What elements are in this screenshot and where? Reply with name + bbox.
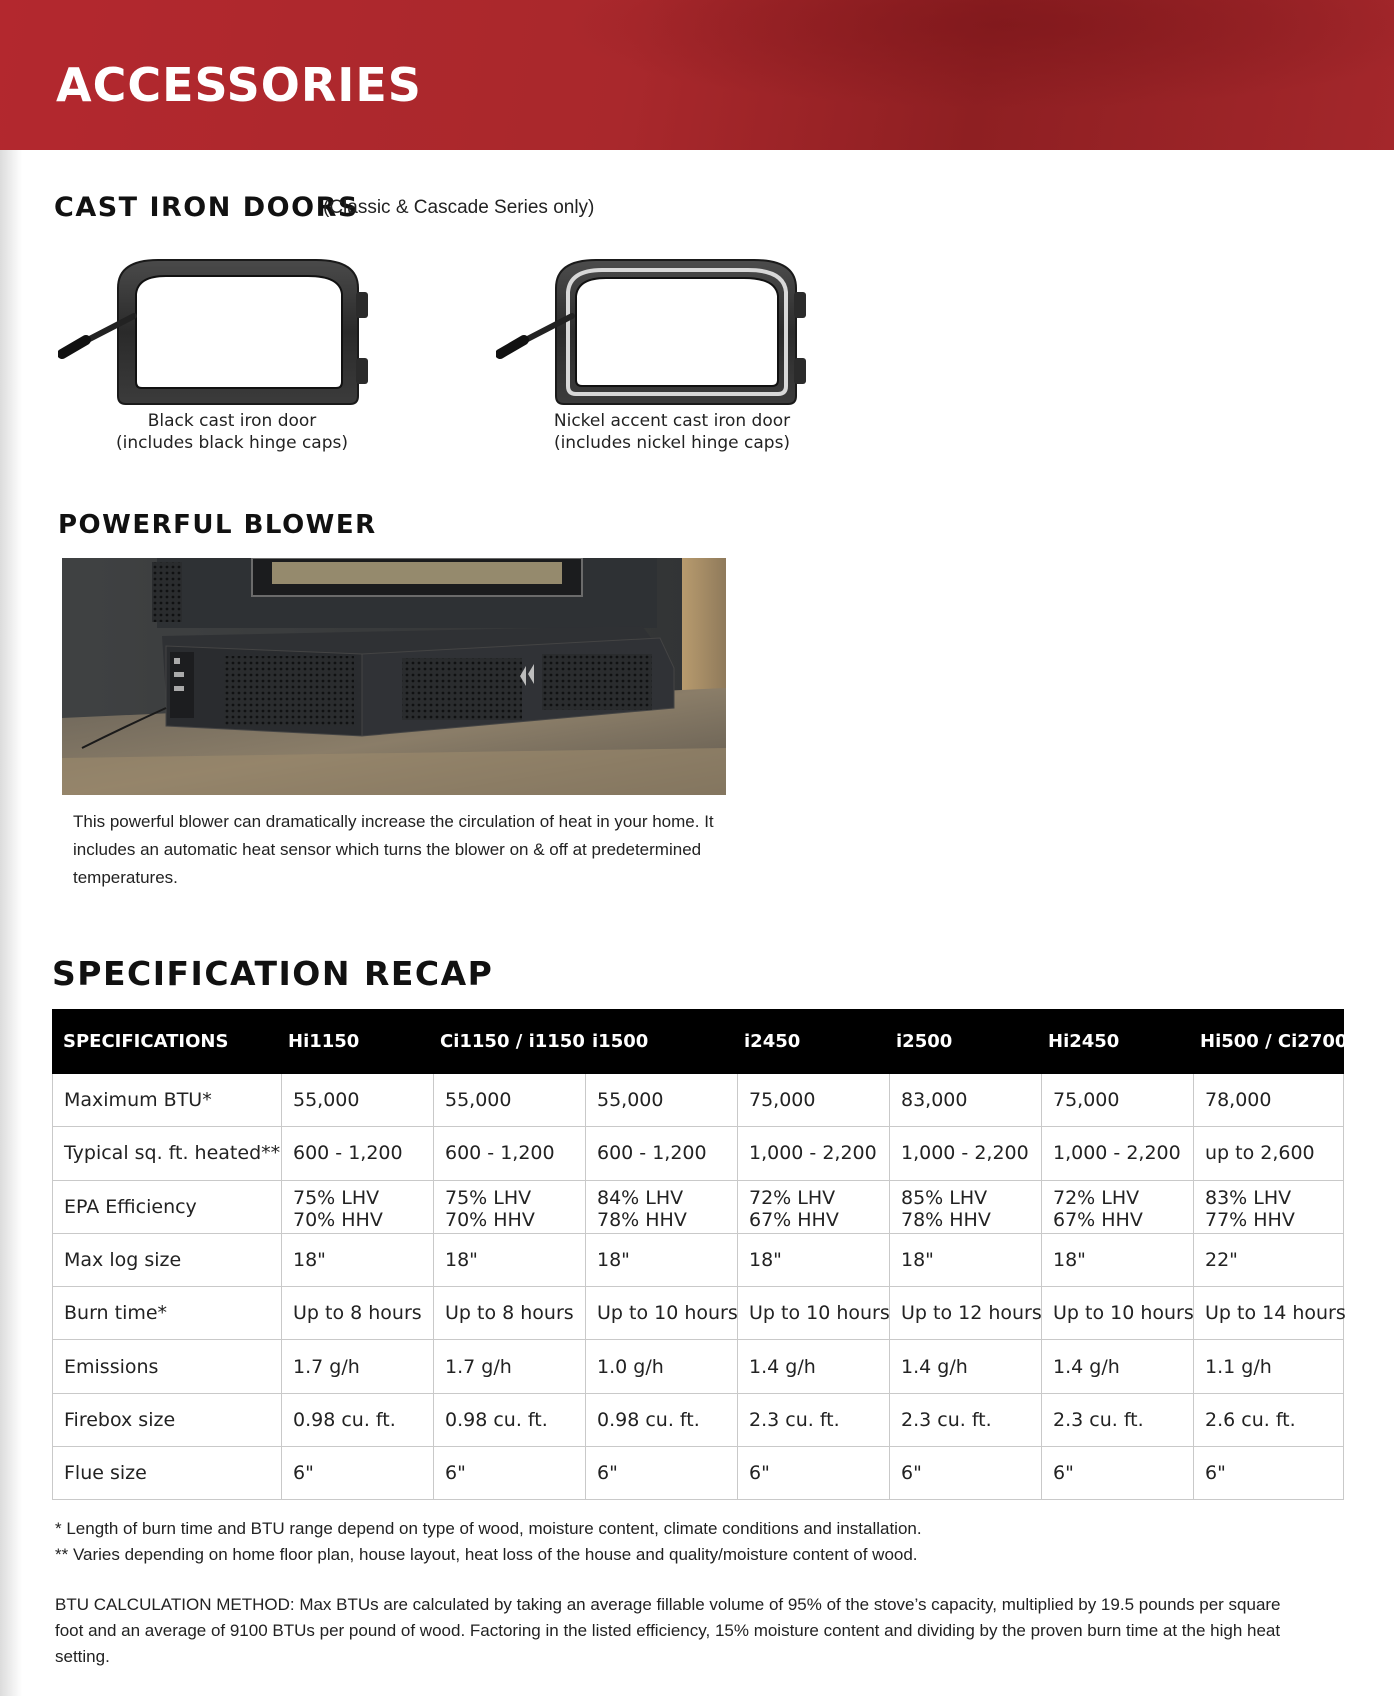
spec-value-cell: 2.6 cu. ft. [1194,1393,1344,1446]
spec-row-label: Maximum BTU* [53,1074,282,1127]
spec-value-cell: 18" [586,1233,738,1286]
spec-value-cell: 6" [586,1447,738,1500]
nickel-door-caption-line1: Nickel accent cast iron door [553,411,791,431]
spec-value-cell: 18" [282,1233,434,1286]
spec-header-cell: i2450 [738,1010,890,1074]
spec-value-cell: 75% LHV 70% HHV [282,1180,434,1233]
spec-value-cell: Up to 8 hours [434,1287,586,1340]
spec-value-cell: 6" [890,1447,1042,1500]
spec-value-cell: 55,000 [434,1074,586,1127]
spec-value-cell: 2.3 cu. ft. [1042,1393,1194,1446]
spec-value-cell: Up to 10 hours [738,1287,890,1340]
spec-value-cell: 600 - 1,200 [282,1127,434,1180]
spec-value-cell: 85% LHV 78% HHV [890,1180,1042,1233]
spec-value-cell: 18" [434,1233,586,1286]
spec-header-cell: Hi2450 [1042,1010,1194,1074]
black-door-caption-line2: (includes black hinge caps) [116,433,348,453]
spec-row [53,1180,1344,1233]
nickel-door-caption [492,410,852,454]
spec-header-cell: i2500 [890,1010,1042,1074]
spec-value-cell: 18" [1042,1233,1194,1286]
spec-value-cell: 6" [282,1447,434,1500]
spec-value-cell: Up to 12 hours [890,1287,1042,1340]
specification-table [52,1009,1348,1500]
spec-value-cell: 1,000 - 2,200 [738,1127,890,1180]
doors-section-note: (Classic & Cascade Series only) [323,197,595,218]
spec-header-cell: Hi1150 [282,1010,434,1074]
spec-value-cell: 55,000 [282,1074,434,1127]
spec-header-cell: Hi500 / Ci2700 [1194,1010,1344,1074]
spec-value-cell: 72% LHV 67% HHV [1042,1180,1194,1233]
blower-photo-illustration [62,558,726,795]
black-cast-iron-door-image [58,258,370,408]
spec-value-cell: 0.98 cu. ft. [434,1393,586,1446]
spec-row [53,1233,1344,1286]
spec-value-cell: 6" [738,1447,890,1500]
spec-value-cell: up to 2,600 [1194,1127,1344,1180]
spec-value-cell: 6" [1042,1447,1194,1500]
spec-value-cell: 83% LHV 77% HHV [1194,1180,1344,1233]
spec-value-cell: 0.98 cu. ft. [282,1393,434,1446]
spec-value-cell: 6" [434,1447,586,1500]
spec-row [53,1287,1344,1340]
spec-value-cell: 600 - 1,200 [434,1127,586,1180]
blower-description: This powerful blower can dramatically increase the circulation of heat in your home. It includes an automatic heat sensor which turns the blower on & off at predetermined temperatures. [73,812,714,887]
spec-value-cell: 1.4 g/h [738,1340,890,1393]
black-door-caption-line1: Black cast iron door [147,411,317,431]
spec-value-cell: 75,000 [1042,1074,1194,1127]
page-edge-shade [0,0,22,1696]
spec-row [53,1393,1344,1446]
spec-value-cell: 18" [738,1233,890,1286]
spec-row-label: Firebox size [53,1393,282,1446]
doors-section-title: CAST IRON DOORS [54,192,359,223]
spec-value-cell: 78,000 [1194,1074,1344,1127]
spec-value-cell: 72% LHV 67% HHV [738,1180,890,1233]
spec-row-label: Typical sq. ft. heated** [53,1127,282,1180]
header-swoosh [560,0,1394,110]
spec-header-row [53,1010,1344,1074]
spec-value-cell: 18" [890,1233,1042,1286]
spec-header-cell: Ci1150 / i1150 [434,1010,586,1074]
spec-row-label: Burn time* [53,1287,282,1340]
spec-row [53,1447,1344,1500]
spec-value-cell: Up to 10 hours [1042,1287,1194,1340]
spec-value-cell: 600 - 1,200 [586,1127,738,1180]
spec-value-cell: 1.7 g/h [434,1340,586,1393]
spec-value-cell: 55,000 [586,1074,738,1127]
spec-value-cell: Up to 8 hours [282,1287,434,1340]
spec-value-cell: 84% LHV 78% HHV [586,1180,738,1233]
spec-value-cell: 0.98 cu. ft. [586,1393,738,1446]
spec-value-cell: 2.3 cu. ft. [738,1393,890,1446]
spec-value-cell: 75% LHV 70% HHV [434,1180,586,1233]
spec-value-cell: Up to 10 hours [586,1287,738,1340]
spec-value-cell: 1.1 g/h [1194,1340,1344,1393]
spec-footnotes [55,1516,1345,1568]
header-banner [0,0,1394,150]
black-door-caption [52,410,412,454]
spec-value-cell: 1,000 - 2,200 [1042,1127,1194,1180]
spec-header-cell: SPECIFICATIONS [53,1010,282,1074]
page-title: ACCESSORIES [56,58,422,112]
btu-calculation-method: BTU CALCULATION METHOD: Max BTUs are calculated by taking an average fillable volume of 95% of the stove’s capacity, multiplied by 19.5 pounds per square foot and an average of 9100 BTUs per pound of wood. Factoring in the listed efficiency, 15% moisture content and dividing by the proven burn time at the high heat setting. [55,1595,1281,1666]
blower-photo [62,558,726,795]
footnote-burn-time: * Length of burn time and BTU range depend on type of wood, moisture content, climate conditions and installation. [55,1519,922,1538]
footnote-sq-ft: ** Varies depending on home floor plan, house layout, heat loss of the house and quality/moisture content of wood. [55,1545,918,1564]
spec-header-cell: i1500 [586,1010,738,1074]
spec-value-cell: 22" [1194,1233,1344,1286]
spec-value-cell: 1,000 - 2,200 [890,1127,1042,1180]
spec-row [53,1127,1344,1180]
spec-row-label: EPA Efficiency [53,1180,282,1233]
spec-value-cell: 1.4 g/h [1042,1340,1194,1393]
spec-row-label: Max log size [53,1233,282,1286]
spec-row [53,1074,1344,1127]
spec-row [53,1340,1344,1393]
spec-section-title: SPECIFICATION RECAP [52,954,494,993]
spec-value-cell: 75,000 [738,1074,890,1127]
spec-row-label: Emissions [53,1340,282,1393]
blower-section-title: POWERFUL BLOWER [58,510,377,540]
spec-value-cell: 1.7 g/h [282,1340,434,1393]
spec-value-cell: 2.3 cu. ft. [890,1393,1042,1446]
spec-value-cell: 1.0 g/h [586,1340,738,1393]
spec-value-cell: Up to 14 hours [1194,1287,1344,1340]
nickel-accent-cast-iron-door-image [496,258,808,408]
spec-value-cell: 1.4 g/h [890,1340,1042,1393]
spec-row-label: Flue size [53,1447,282,1500]
spec-value-cell: 83,000 [890,1074,1042,1127]
nickel-door-caption-line2: (includes nickel hinge caps) [553,433,791,453]
spec-value-cell: 6" [1194,1447,1344,1500]
